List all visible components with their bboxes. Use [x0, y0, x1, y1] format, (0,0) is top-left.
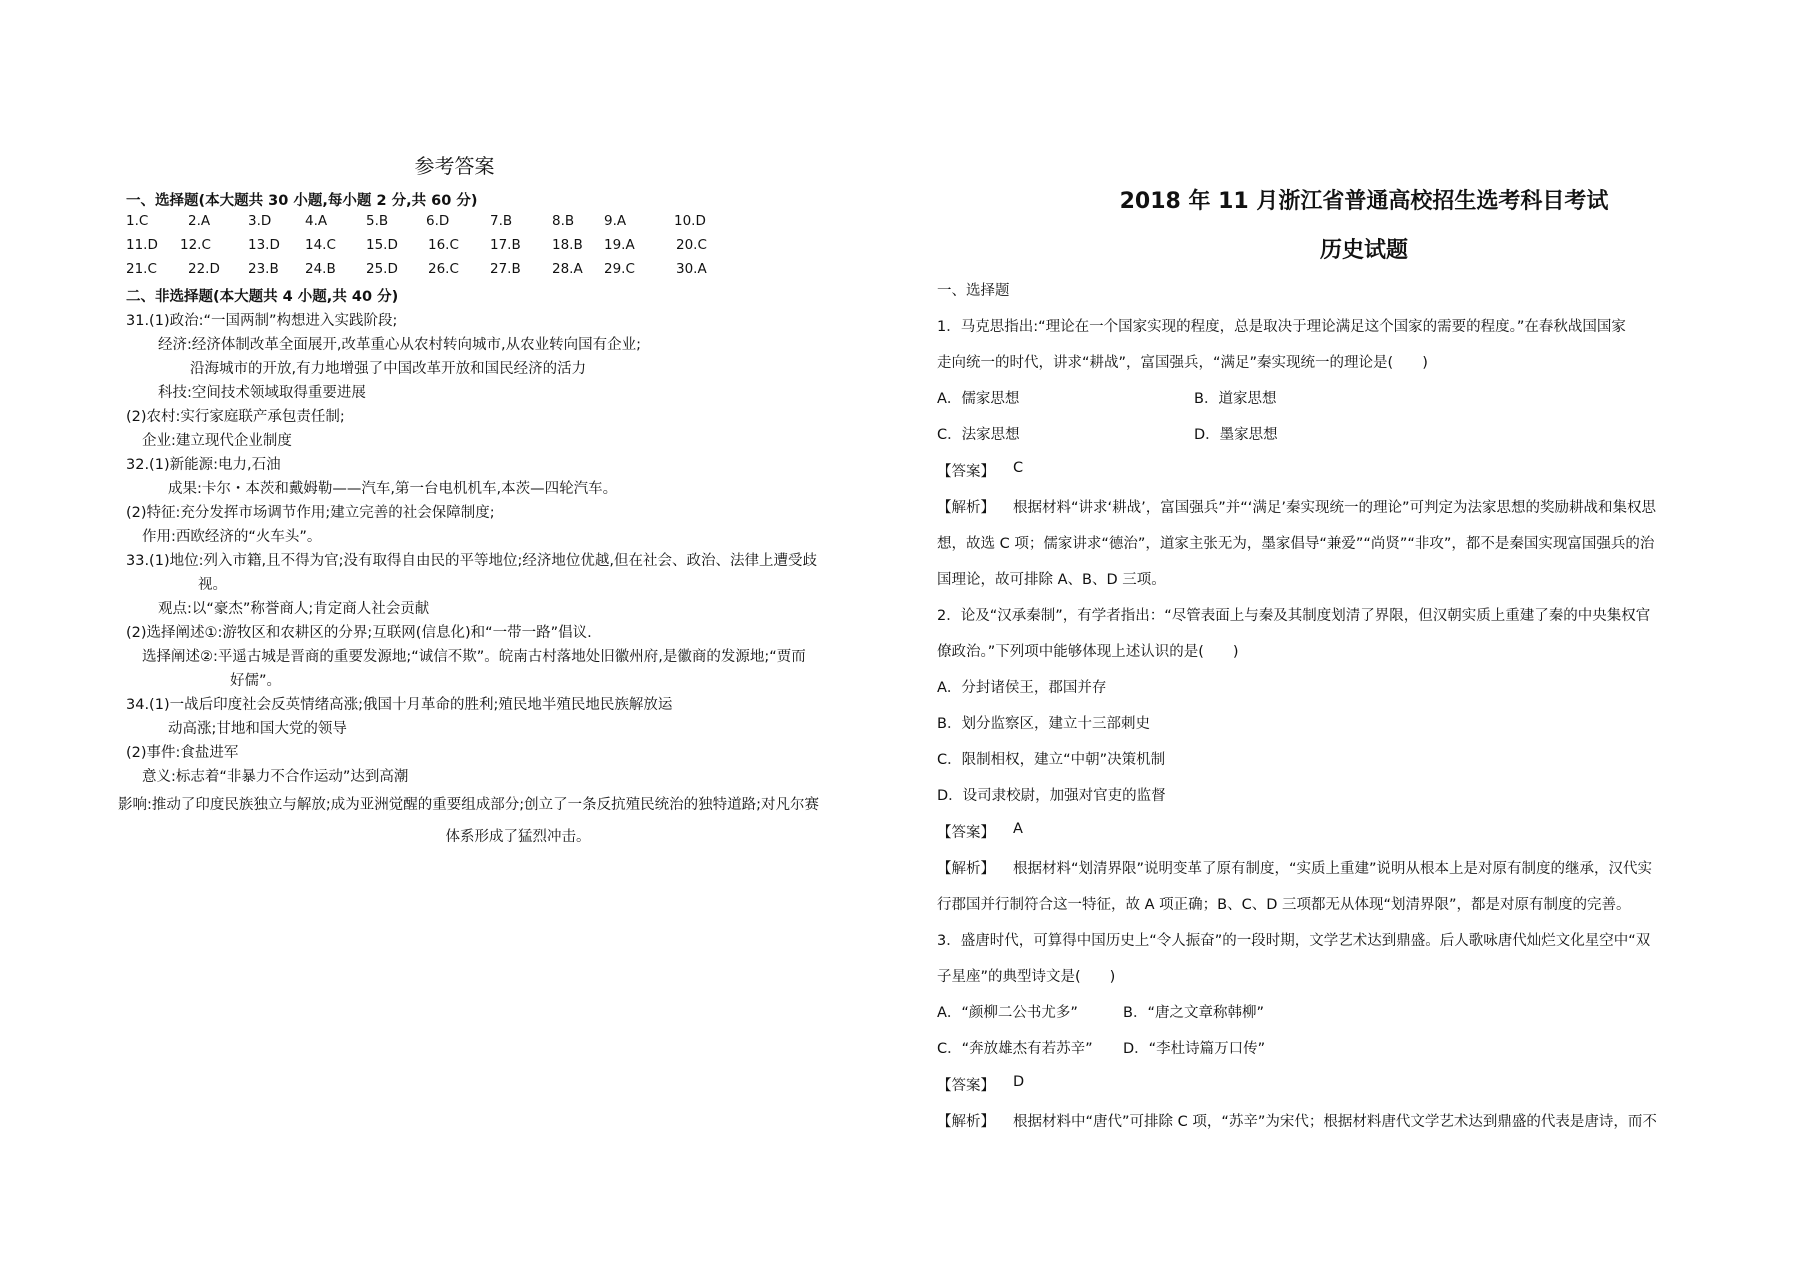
answer-line: 34.(1)一战后印度社会反英情绪高涨;俄国十月革命的胜利;殖民地半殖民地民族解放运 — [126, 697, 673, 713]
answer-line: 动高涨;甘地和国大党的领导 — [168, 721, 347, 737]
exam-subtitle: 历史试题 — [1319, 238, 1408, 263]
mc-answer: 6.D — [426, 213, 450, 229]
option-c: C．法家思想 — [937, 427, 1020, 443]
analysis-text: 行郡国并行制符合这一特征，故 A 项正确；B、C、D 三项都无从体现“划清界限”，都是对原有制度的完善。 — [937, 897, 1631, 913]
mc-answer: 26.C — [428, 261, 459, 277]
answer-value: A — [1013, 821, 1023, 837]
question-stem: 子星座”的典型诗文是( ) — [937, 969, 1116, 985]
mc-answer: 8.B — [552, 213, 575, 229]
answer-key-page — [0, 0, 909, 1286]
mc-answer: 17.B — [490, 237, 521, 253]
mc-answer: 12.C — [180, 237, 211, 253]
answer-line: (2)事件:食盐进军 — [126, 745, 239, 761]
answer-line: 影响:推动了印度民族独立与解放;成为亚洲觉醒的重要组成部分;创立了一条反抗殖民统治的独特道路;对凡尔赛 — [118, 797, 820, 813]
section2-heading: 二、非选择题(本大题共 4 小题,共 40 分) — [126, 289, 399, 305]
answer-line: 32.(1)新能源:电力,石油 — [126, 457, 281, 473]
question-stem: 3．盛唐时代，可算得中国历史上“令人振奋”的一段时期，文学艺术达到鼎盛。后人歌咏唐代灿烂文化星空中“双 — [937, 933, 1651, 949]
mc-answer: 29.C — [604, 261, 635, 277]
analysis-text: 想，故选 C 项；儒家讲求“德治”，道家主张无为，墨家倡导“兼爱”“尚贤”“非攻”，都不是秦国实现富国强兵的治 — [937, 536, 1655, 552]
option-c: C．“奔放雄杰有若苏辛” — [937, 1041, 1093, 1057]
answer-line: 意义:标志着“非暴力不合作运动”达到高潮 — [142, 769, 409, 785]
option-d: D．设司隶校尉，加强对官吏的监督 — [937, 788, 1166, 804]
answer-line: 经济:经济体制改革全面展开,改革重心从农村转向城市,从农业转向国有企业; — [158, 337, 641, 353]
analysis-label: 【解析】 — [937, 861, 995, 877]
option-c: C．限制相权，建立“中朝”决策机制 — [937, 752, 1166, 768]
analysis-text: 根据材料中“唐代”可排除 C 项，“苏辛”为宋代；根据材料唐代文学艺术达到鼎盛的代表是唐诗，而不 — [1013, 1114, 1657, 1130]
question-stem: 2．论及“汉承秦制”，有学者指出：“尽管表面上与秦及其制度划清了界限，但汉朝实质上重建了秦的中央集权官 — [937, 608, 1651, 624]
answer-value: C — [1013, 460, 1024, 476]
answer-line: 31.(1)政治:“一国两制”构想进入实践阶段; — [126, 313, 398, 329]
question-stem: 1．马克思指出:“理论在一个国家实现的程度，总是取决于理论满足这个国家的需要的程度。”在春秋战国国家 — [937, 319, 1626, 335]
answer-line: 33.(1)地位:列入市籍,且不得为官;没有取得自由民的平等地位;经济地位优越,但在社会、政治、法律上遭受歧 — [126, 553, 817, 569]
mc-answer: 7.B — [490, 213, 513, 229]
answer-line: 选择阐述②:平遥古城是晋商的重要发源地;“诚信不欺”。皖南古村落地处旧徽州府,是徽商的发源地;“贾而 — [142, 649, 806, 665]
option-a: A．儒家思想 — [937, 391, 1020, 407]
mc-answer: 10.D — [674, 213, 706, 229]
mc-answer: 18.B — [552, 237, 583, 253]
answer-label: 【答案】 — [937, 825, 995, 841]
section-heading: 一、选择题 — [937, 283, 1010, 299]
analysis-label: 【解析】 — [937, 500, 995, 516]
mc-answer: 20.C — [676, 237, 707, 253]
mc-answer: 23.B — [248, 261, 279, 277]
answer-line: 好儒”。 — [230, 673, 282, 689]
mc-answer: 15.D — [366, 237, 398, 253]
analysis-text: 根据材料“划清界限”说明变革了原有制度，“实质上重建”说明从根本上是对原有制度的继承，汉代实 — [1013, 861, 1653, 877]
option-d: D．墨家思想 — [1194, 427, 1278, 443]
mc-answer: 11.D — [126, 237, 158, 253]
option-b: B．划分监察区，建立十三部刺史 — [937, 716, 1150, 732]
answer-label: 【答案】 — [937, 464, 995, 480]
mc-answer: 21.C — [126, 261, 157, 277]
mc-answer: 4.A — [305, 213, 328, 229]
answer-line: 作用:西欧经济的“火车头”。 — [142, 529, 322, 545]
answer-value: D — [1013, 1074, 1025, 1090]
mc-answer: 28.A — [552, 261, 583, 277]
answer-label: 【答案】 — [937, 1078, 995, 1094]
mc-answer: 16.C — [428, 237, 459, 253]
analysis-text: 国理论，故可排除 A、B、D 三项。 — [937, 572, 1166, 588]
answer-line: 科技:空间技术领域取得重要进展 — [158, 385, 366, 401]
option-a: A．“颜柳二公书尤多” — [937, 1005, 1078, 1021]
mc-answer: 25.D — [366, 261, 398, 277]
answer-line: 沿海城市的开放,有力地增强了中国改革开放和国民经济的活力 — [190, 361, 587, 377]
answer-line: 体系形成了猛烈冲击。 — [445, 829, 591, 845]
answer-line: 成果:卡尔・本茨和戴姆勒——汽车,第一台电机机车,本茨—四轮汽车。 — [168, 481, 618, 497]
answer-line: 观点:以“豪杰”称誉商人;肯定商人社会贡献 — [158, 601, 430, 617]
answer-line: (2)特征:充分发挥市场调节作用;建立完善的社会保障制度; — [126, 505, 495, 521]
answer-line: 视。 — [198, 577, 227, 593]
option-d: D．“李杜诗篇万口传” — [1123, 1041, 1266, 1057]
answer-key-title: 参考答案 — [414, 154, 495, 178]
section1-heading: 一、选择题(本大题共 30 小题,每小题 2 分,共 60 分) — [126, 193, 478, 209]
answer-line: 企业:建立现代企业制度 — [142, 433, 292, 449]
option-a: A．分封诸侯王，郡国并存 — [937, 680, 1107, 696]
question-stem: 僚政治。”下列项中能够体现上述认识的是( ) — [937, 644, 1239, 660]
mc-answer: 13.D — [248, 237, 280, 253]
mc-answer: 22.D — [188, 261, 220, 277]
option-b: B．“唐之文章称韩柳” — [1123, 1005, 1264, 1021]
mc-answer: 5.B — [366, 213, 389, 229]
mc-answer: 9.A — [604, 213, 627, 229]
mc-answer: 19.A — [604, 237, 635, 253]
mc-answer: 3.D — [248, 213, 272, 229]
analysis-text: 根据材料“讲求‘耕战’，富国强兵”并“‘满足’秦实现统一的理论”可判定为法家思想的奖励耕战和集权思 — [1013, 500, 1656, 516]
mc-answer: 30.A — [676, 261, 707, 277]
exam-title: 2018 年 11 月浙江省普通高校招生选考科目考试 — [1119, 189, 1609, 214]
mc-answer: 14.C — [305, 237, 336, 253]
mc-answer: 24.B — [305, 261, 336, 277]
mc-answer: 27.B — [490, 261, 521, 277]
mc-answer: 2.A — [188, 213, 211, 229]
option-b: B．道家思想 — [1194, 391, 1277, 407]
analysis-label: 【解析】 — [937, 1114, 995, 1130]
answer-line: (2)农村:实行家庭联产承包责任制; — [126, 409, 345, 425]
answer-line: (2)选择阐述①:游牧区和农耕区的分界;互联网(信息化)和“一带一路”倡议. — [126, 625, 592, 641]
question-stem: 走向统一的时代，讲求“耕战”，富国强兵，“满足”秦实现统一的理论是( ) — [937, 355, 1428, 371]
mc-answer: 1.C — [126, 213, 149, 229]
